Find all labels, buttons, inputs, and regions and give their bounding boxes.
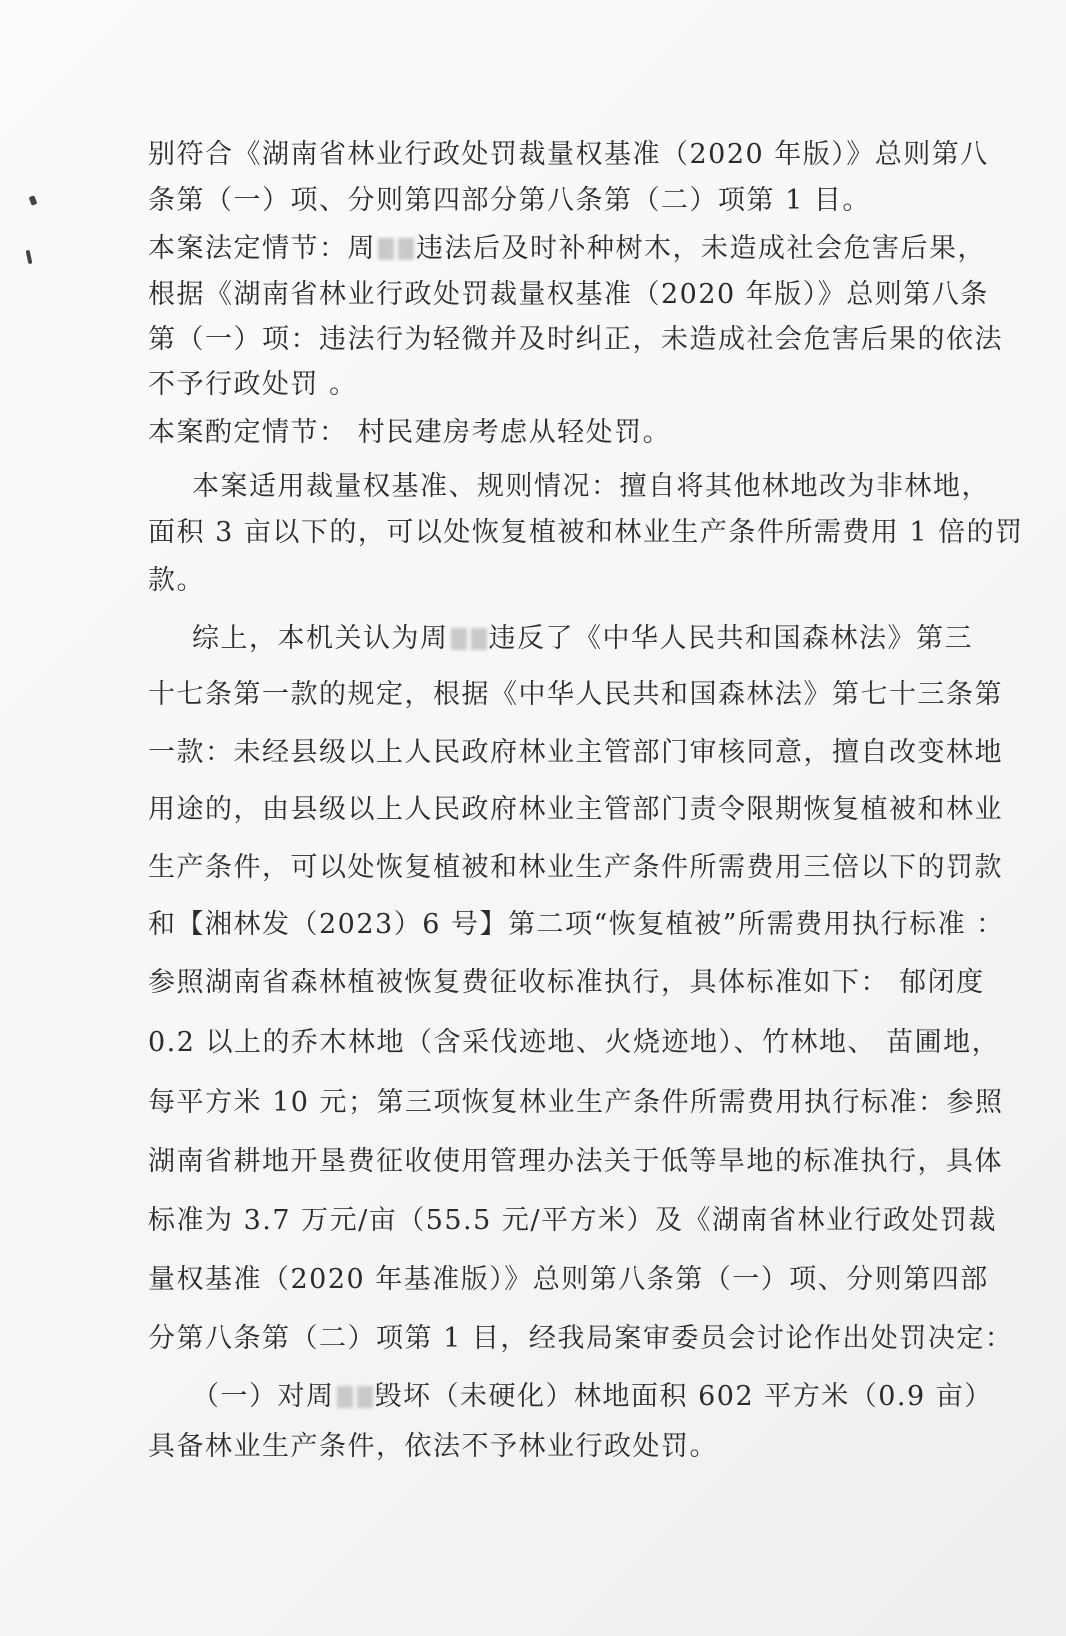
text-line: 根据《湖南省林业行政处罚裁量权基准（2020 年版）》总则第八条 [148, 279, 989, 310]
text-line: 和【湘林发（2023）6 号】第二项“恢复植被”所需费用执行标准 ： [148, 909, 1005, 940]
text-line: 量权基准（2020 年基准版）》总则第八条第（一）项、分则第四部 [148, 1264, 989, 1295]
text-line: 本案酌定情节： 村民建房考虑从轻处罚。 [148, 417, 672, 448]
text-line: 十七条第一款的规定，根据《中华人民共和国森林法》第七十三条第 [148, 679, 1003, 710]
text-line: 不予行政处罚 。 [148, 369, 358, 400]
redacted-name [398, 238, 414, 260]
text-line: 综上，本机关认为周 违反了《中华人民共和国森林法》第三 [192, 623, 973, 654]
redacted-name [337, 1386, 353, 1408]
text-line: 本案适用裁量权基准、规则情况：擅自将其他林地改为非林地， [192, 471, 990, 502]
redacted-name [451, 628, 467, 650]
redacted-name [471, 628, 487, 650]
text-line: 具备林业生产条件，依法不予林业行政处罚。 [148, 1431, 718, 1462]
text-line: 条第（一）项、分则第四部分第八条第（二）项第 1 目。 [148, 185, 871, 216]
text-line: 款。 [148, 565, 205, 596]
redacted-name [357, 1386, 373, 1408]
text-line: 面积 3 亩以下的，可以处恢复植被和林业生产条件所需费用 1 倍的罚 [148, 517, 1024, 548]
text-line: 本案法定情节：周 违法后及时补种树木，未造成社会危害后果， [148, 233, 986, 264]
text-line: 湖南省耕地开垦费征收使用管理办法关于低等旱地的标准执行，具体 [148, 1146, 1003, 1177]
scan-mark [26, 250, 33, 265]
text-line: 第（一）项：违法行为轻微并及时纠正，未造成社会危害后果的依法 [148, 324, 1003, 355]
text-line: 标准为 3.7 万元/亩（55.5 元/平方米）及《湖南省林业行政处罚裁 [148, 1205, 997, 1236]
text-line: 一款：未经县级以上人民政府林业主管部门审核同意，擅自改变林地 [148, 737, 1003, 768]
text-line: 用途的，由县级以上人民政府林业主管部门责令限期恢复植被和林业 [148, 794, 1003, 825]
text-line: 0.2 以上的乔木林地（含采伐迹地、火烧迹地）、竹林地、 苗圃地， [148, 1027, 1001, 1058]
text-line: 参照湖南省森林植被恢复费征收标准执行，具体标准如下： 郁闭度 [148, 967, 985, 998]
text-line: 别符合《湖南省林业行政处罚裁量权基准（2020 年版）》总则第八 [148, 139, 989, 170]
text-line: 生产条件，可以处恢复植被和林业生产条件所需费用三倍以下的罚款 [148, 852, 1003, 883]
redacted-name [378, 238, 394, 260]
text-line: （一）对周 毁坏（未硬化）林地面积 602 平方米（0.9 亩） [192, 1381, 993, 1412]
text-line: 分第八条第（二）项第 1 目，经我局案审委员会讨论作出处罚决定： [148, 1323, 1014, 1354]
text-line: 每平方米 10 元；第三项恢复林业生产条件所需费用执行标准：参照 [148, 1087, 1004, 1118]
scan-mark [29, 195, 38, 206]
